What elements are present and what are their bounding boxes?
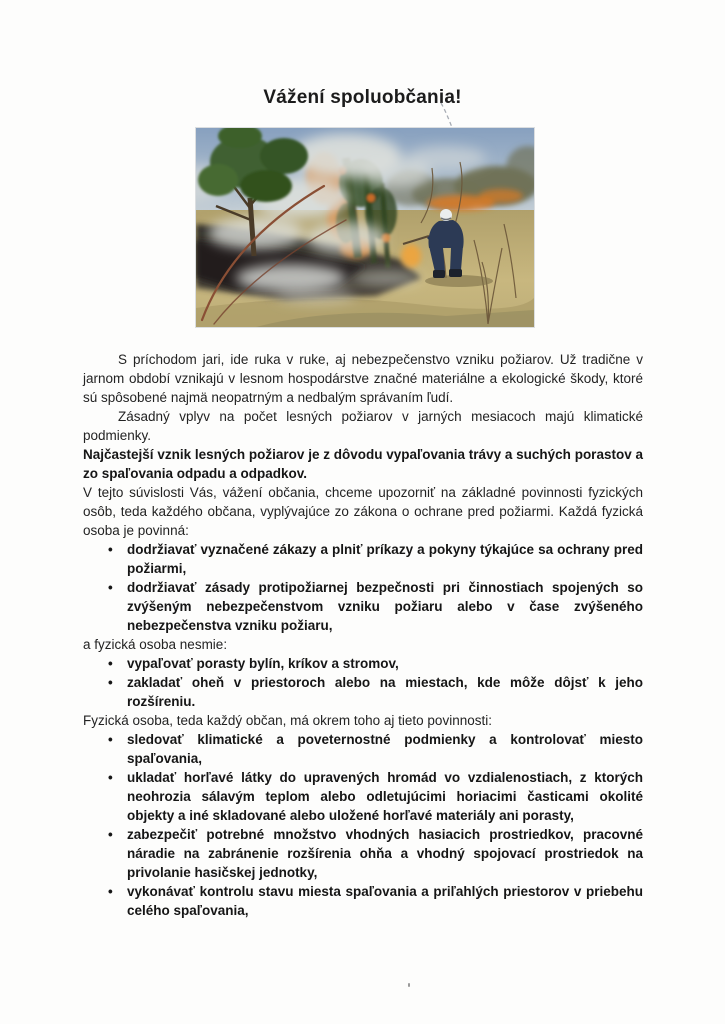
- paragraph-legal-duties-intro: V tejto súvislosti Vás, vážení občania, chceme upozorniť na základné povinnosti fyzických osôb, teda každého občana, vyplývajúce zo zákona o ochrane pred požiarmi. Každá fyzická osoba je povinná:: [83, 485, 643, 538]
- list-item-text: vykonávať kontrolu stavu miesta spaľovania a priľahlých priestorov v priebehu celého spaľovania,: [127, 884, 643, 918]
- list-item-prohibition-1: [83, 654, 643, 673]
- list-item-obligation-2: [83, 578, 643, 635]
- pen-stroke-path: [441, 103, 453, 130]
- list-item-duty-3: [83, 825, 643, 882]
- paragraph-main-cause-bold: Najčastejší vznik lesných požiarov je z dôvodu vypaľovania trávy a suchých porastov a zo spaľovania odpadu a odpadkov.: [83, 447, 643, 481]
- list-item-text: dodržiavať zásady protipožiarnej bezpečnosti pri činnostiach spojených so zvýšeným nebezpečenstvom vzniku požiaru alebo v čase zvýšeného nebezpečenstva vzniku požiaru,: [127, 580, 643, 633]
- firefighter-boot-right: [449, 269, 462, 277]
- bullet-marker: •: [108, 732, 113, 747]
- obligations-list: [83, 540, 643, 635]
- bullet-marker: •: [108, 884, 113, 899]
- fire-photo: [196, 128, 534, 327]
- list-item-prohibition-2: [83, 673, 643, 711]
- list-item-text: dodržiavať vyznačené zákazy a plniť príkazy a pokyny týkajúce sa ochrany pred požiarmi,: [127, 542, 643, 576]
- additional-duties-list: [83, 730, 643, 920]
- paragraph-climate: Zásadný vplyv na počet lesných požiarov v jarných mesiacoch majú klimatické podmienky.: [83, 409, 643, 443]
- paragraph-spring-intro: S príchodom jari, ide ruka v ruke, aj nebezpečenstvo vzniku požiarov. Už tradične v jarnom období vznikajú v lesnom hospodárstve značné materiálne a ekologické škody, ktoré sú spôsobené najmä neopatrným a nedbalým správaním ľudí.: [83, 352, 643, 405]
- firefighter-boot-left: [433, 270, 445, 278]
- fire-photo-svg: [196, 128, 534, 327]
- list-item-duty-1: [83, 730, 643, 768]
- paragraph-additional-duties-intro: Fyzická osoba, teda každý občan, má okrem toho aj tieto povinnosti:: [83, 713, 492, 728]
- bullet-marker: •: [108, 675, 113, 690]
- scan-artifact-speck: [408, 983, 410, 987]
- list-item-text: sledovať klimatické a poveternostné podmienky a kontrolovať miesto spaľovania,: [127, 732, 643, 766]
- bullet-marker: •: [108, 542, 113, 557]
- bullet-marker: •: [108, 580, 113, 595]
- list-item-duty-4: [83, 882, 643, 920]
- bullet-marker: •: [108, 656, 113, 671]
- list-item-text: zakladať oheň v priestoroch alebo na miestach, kde môže dôjsť k jeho rozšíreniu.: [127, 675, 643, 709]
- bullet-marker: •: [108, 770, 113, 785]
- bullet-marker: •: [108, 827, 113, 842]
- page-title: Vážení spoluobčania!: [263, 87, 462, 108]
- prohibitions-list: [83, 654, 643, 711]
- list-item-text: vypaľovať porasty bylín, kríkov a stromov,: [127, 656, 399, 671]
- list-item-duty-2: [83, 768, 643, 825]
- paragraph-prohibitions-intro: a fyzická osoba nesmie:: [83, 637, 228, 652]
- list-item-obligation-1: [83, 540, 643, 578]
- list-item-text: zabezpečiť potrebné množstvo vhodných hasiacich prostriedkov, pracovné náradie na zabránenie rozšírenia ohňa a vhodný spojovací prostriedok na privolanie hasičskej jednotky,: [127, 827, 643, 880]
- document-body: [83, 350, 643, 920]
- list-item-text: ukladať horľavé látky do upravených hromád vo vzdialenostiach, z ktorých neohrozia sálavým teplom alebo odletujúcimi horiacimi časticami okolité objekty a iné skladované alebo uložené horľavé materiály ani porasty,: [127, 770, 643, 823]
